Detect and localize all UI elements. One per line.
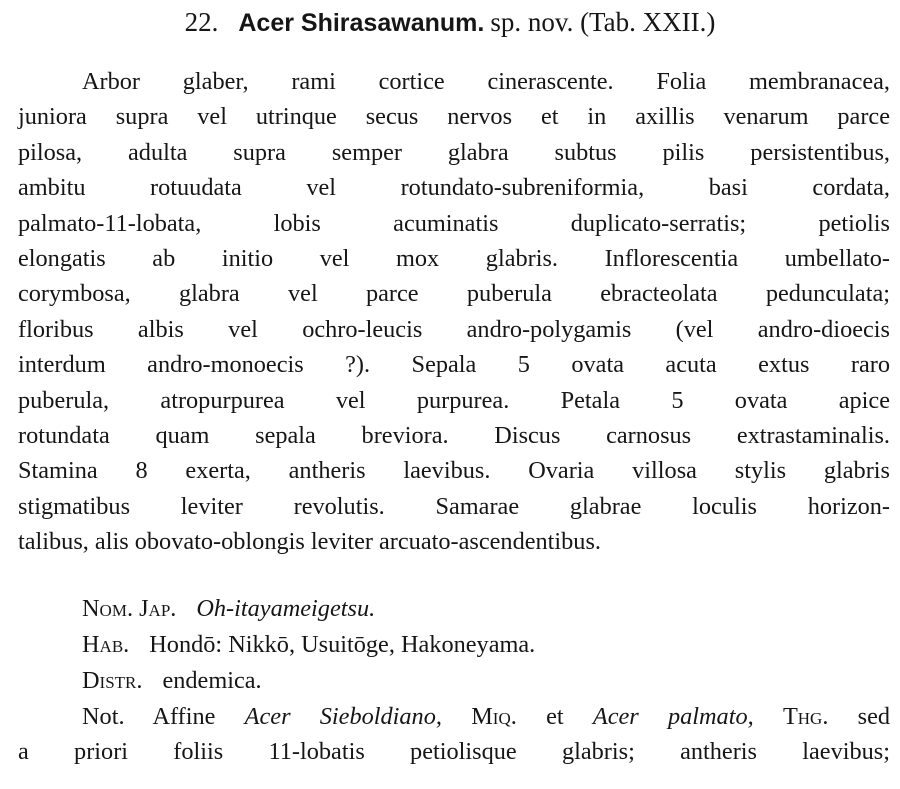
- description-line: Stamina 8 exerta, antheris laevibus. Ovaria villosa stylis glabris: [18, 457, 890, 485]
- species-status: sp. nov. (Tab. XXII.): [490, 7, 716, 37]
- description-line: puberula, atropurpurea vel purpurea. Petala 5 ovata apice: [18, 386, 890, 414]
- nom-jap-value: Oh-itayameigetsu.: [196, 595, 376, 622]
- note-label: Not.: [82, 703, 125, 730]
- species-name: Acer Shirasawanum.: [238, 9, 485, 37]
- description-line: elongatis ab initio vel mox glabris. Inflorescentia umbellato-: [18, 244, 890, 272]
- description-line: ambitu rotuudata vel rotundato-subreniformia, basi cordata,: [18, 174, 890, 202]
- distr-label: Distr.: [82, 667, 143, 694]
- description-line: rotundata quam sepala breviora. Discus carnosus extrastaminalis.: [18, 421, 890, 449]
- species-number: 22.: [184, 7, 219, 37]
- description-line: interdum andro-monoecis ?). Sepala 5 ovata acuta extus raro: [18, 351, 890, 379]
- description-line: pilosa, adulta supra semper glabra subtus pilis persistentibus,: [18, 138, 890, 166]
- japanese-name-entry: [18, 591, 890, 626]
- habitat-entry: [18, 627, 890, 662]
- description-line: stigmatibus leviter revolutis. Samarae glabrae loculis horizon-: [18, 492, 890, 520]
- hab-label: Hab.: [82, 631, 130, 658]
- distr-value: endemica.: [162, 667, 262, 694]
- description-line: floribus albis vel ochro-leucis andro-polygamis (vel andro-dioecis: [18, 315, 890, 343]
- note-entry: [18, 699, 890, 770]
- nom-jap-label: Nom. Jap.: [82, 595, 177, 622]
- species-heading: [0, 2, 900, 43]
- note-species-1: Acer Sieboldiano,: [244, 703, 442, 730]
- distribution-entry: [18, 663, 890, 698]
- description-line: Arbor glaber, rami cortice cinerascente. Folia membranacea,: [82, 68, 890, 95]
- note-species-2: Acer palmato,: [592, 703, 754, 730]
- note-line-2: a priori foliis 11-lobatis petiolisque glabris; antheris laevibus;: [18, 738, 890, 766]
- latin-description: [18, 64, 890, 559]
- description-line: corymbosa, glabra vel parce puberula ebracteolata pedunculata;: [18, 280, 890, 308]
- description-line: talibus, alis obovato-oblongis leviter arcuato-ascendentibus.: [18, 528, 601, 556]
- description-line: juniora supra vel utrinque secus nervos et in axillis venarum parce: [18, 103, 890, 131]
- hab-value: Hondō: Nikkō, Usuitōge, Hakoneyama.: [149, 631, 536, 658]
- note-line-1: Not. Affine Acer Sieboldiano, Miq. et Acer palmato, Thg. sed: [82, 703, 891, 730]
- description-line: palmato-11-lobata, lobis acuminatis duplicato-serratis; petiolis: [18, 209, 890, 237]
